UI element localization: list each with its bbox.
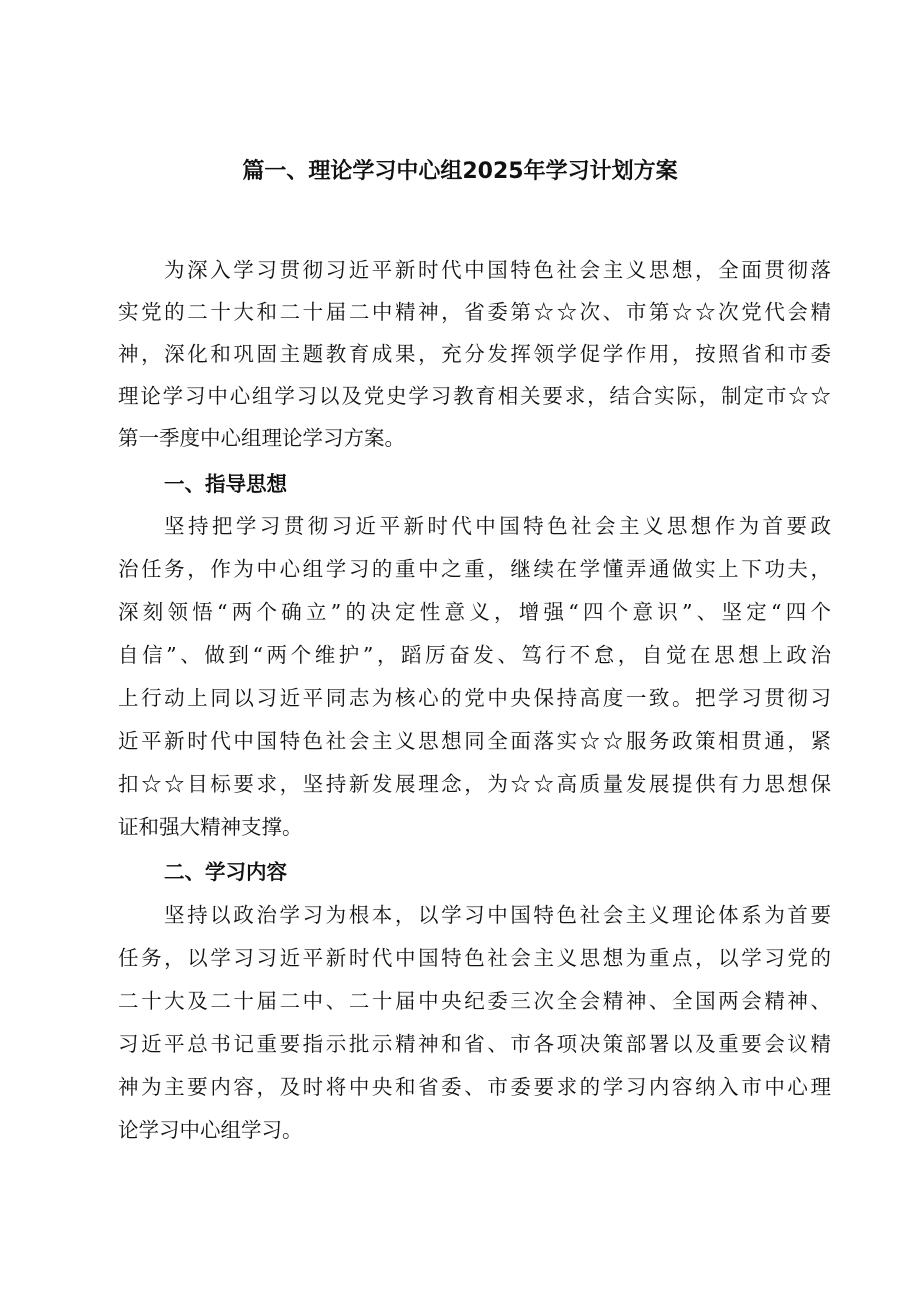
section-line: 坚持以政治学习为根本，以学习中国特色社会主义理论体系为首要 (164, 903, 831, 927)
section-line: 习近平总书记重要指示批示精神和省、市各项决策部署以及重要会议精 (118, 1032, 831, 1056)
intro-line: 第一季度中心组理论学习方案。 (118, 426, 405, 450)
section-line: 坚持把学习贯彻习近平新时代中国特色社会主义思想作为首要政 (164, 514, 831, 538)
intro-line: 神，深化和巩固主题教育成果，充分发挥领学促学作用，按照省和市委 (118, 342, 831, 366)
section-line: 证和强大精神支撑。 (118, 815, 303, 839)
section-line: 任务，以学习习近平新时代中国特色社会主义思想为重点，以学习党的 (118, 946, 831, 970)
section-line: 神为主要内容，及时将中央和省委、市委要求的学习内容纳入市中心理 (118, 1075, 831, 1099)
section-line: 深刻领悟“两个确立”的决定性意义，增强“四个意识”、坚定“四个 (118, 600, 831, 624)
document-title: 篇一、理论学习中心组2025年学习计划方案 (242, 159, 678, 184)
section-line: 扣☆☆目标要求，坚持新发展理念，为☆☆高质量发展提供有力思想保 (118, 772, 831, 796)
section-line: 二十大及二十届二中、二十届中央纪委三次全会精神、全国两会精神、 (118, 989, 831, 1013)
section-line: 自信”、做到“两个维护”，蹈厉奋发、笃行不怠，自觉在思想上政治 (118, 643, 831, 667)
section-line: 治任务，作为中心组学习的重中之重，继续在学懂弄通做实上下功夫， (118, 557, 831, 581)
section-line: 近平新时代中国特色社会主义思想同全面落实☆☆服务政策相贯通，紧 (118, 729, 831, 753)
section-heading-study-content: 二、学习内容 (164, 860, 287, 884)
intro-line: 为深入学习贯彻习近平新时代中国特色社会主义思想，全面贯彻落 (164, 258, 831, 282)
section-heading-guiding-ideology: 一、指导思想 (164, 472, 287, 496)
section-line: 上行动上同以习近平同志为核心的党中央保持高度一致。把学习贯彻习 (118, 686, 831, 710)
section-line: 论学习中心组学习。 (118, 1118, 303, 1142)
intro-line: 理论学习中心组学习以及党史学习教育相关要求，结合实际，制定市☆☆ (118, 384, 831, 408)
intro-line: 实党的二十大和二十届二中精神，省委第☆☆次、市第☆☆次党代会精 (118, 300, 831, 324)
